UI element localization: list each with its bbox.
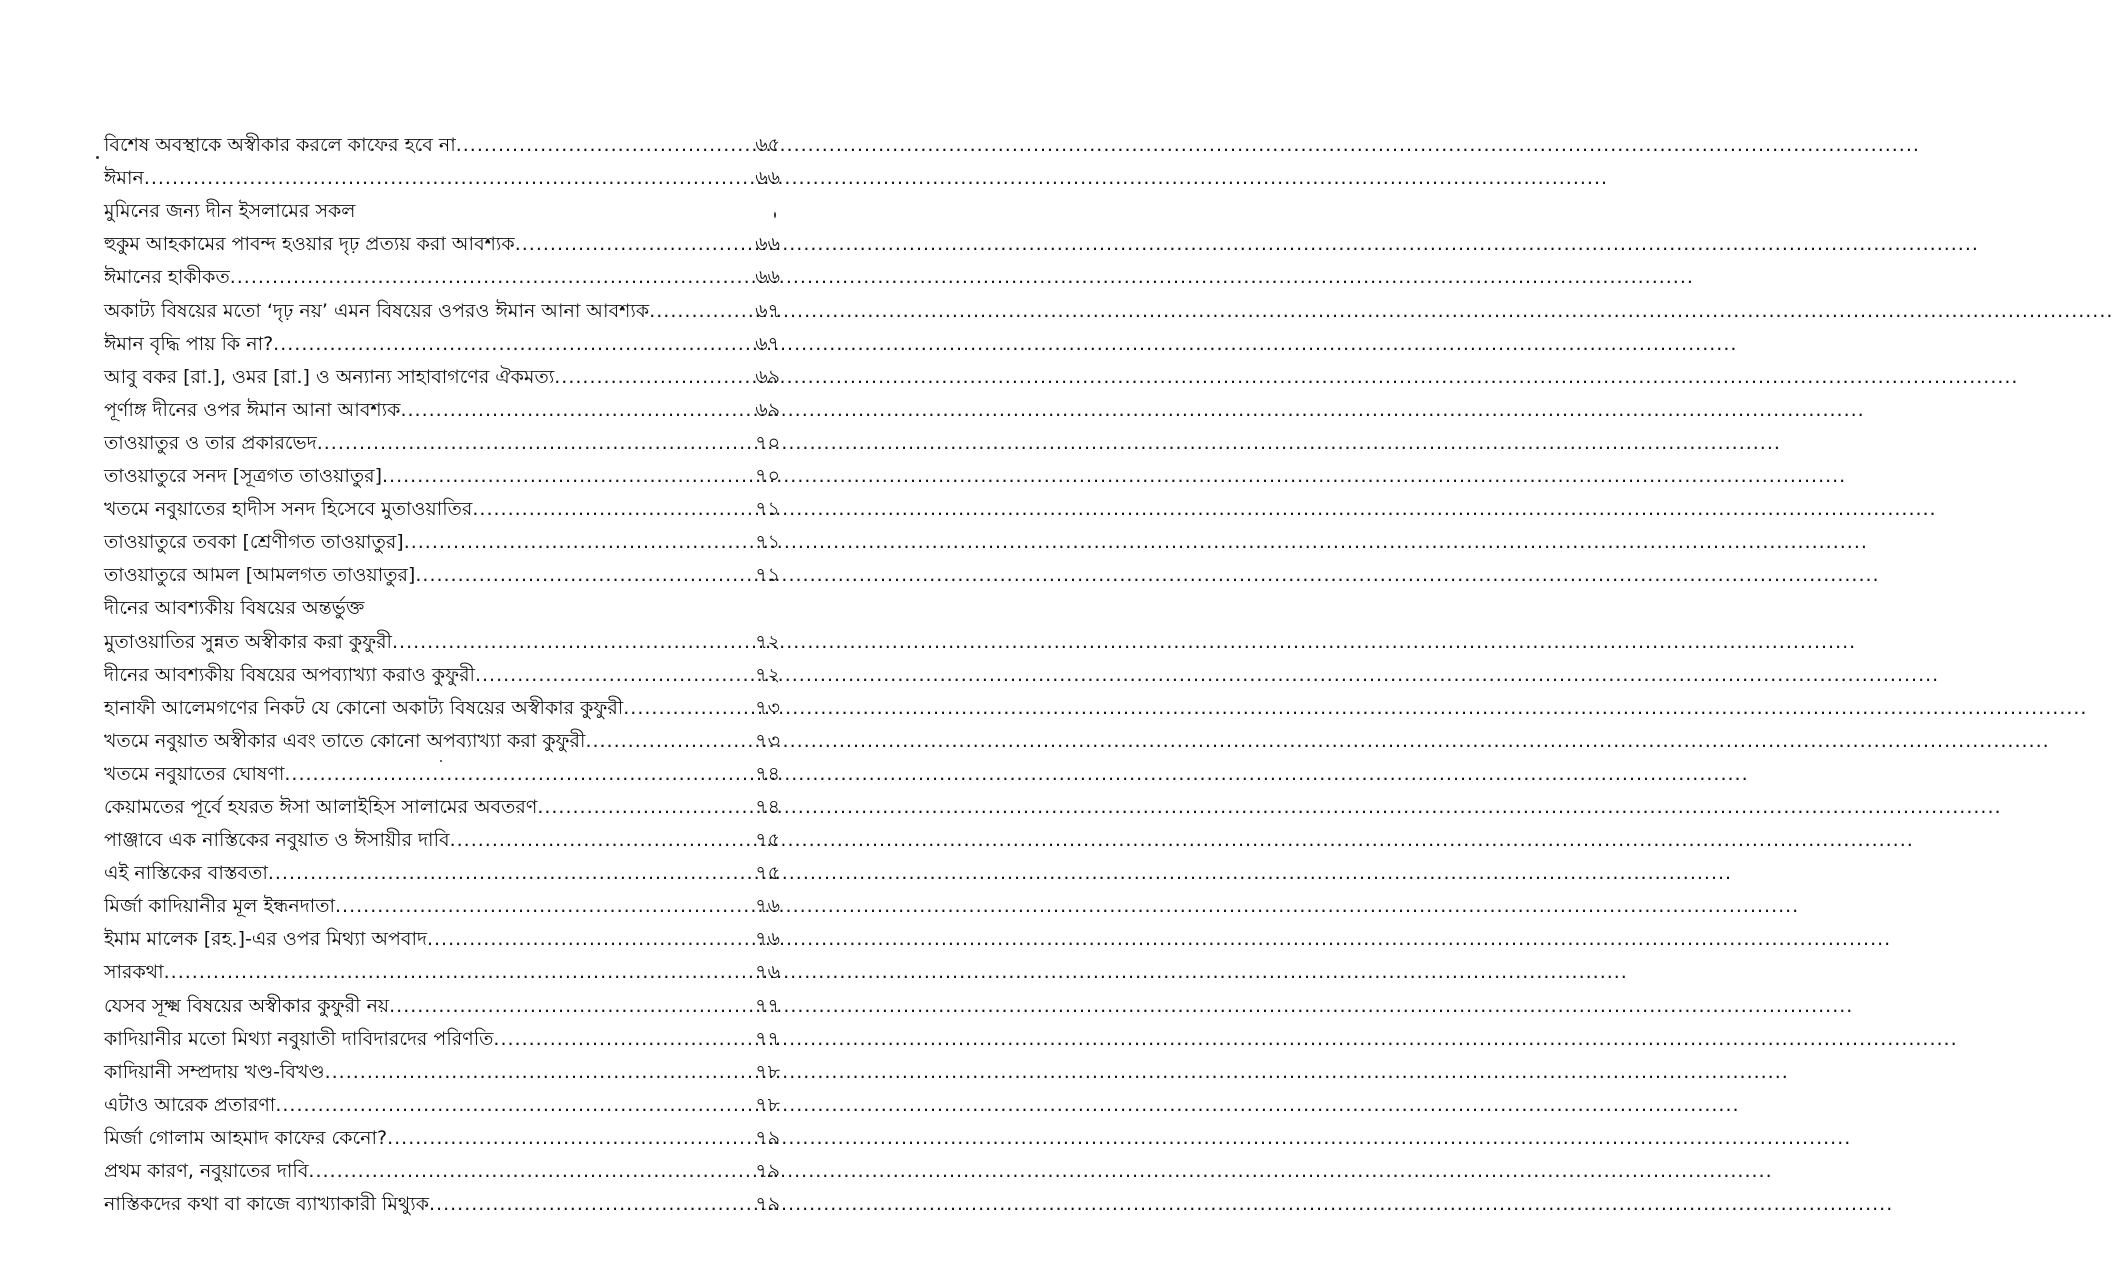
toc-entry-page: ৬৬ xyxy=(755,167,780,190)
dot-leader xyxy=(389,993,753,1019)
dot-leader xyxy=(392,629,753,655)
toc-entry xyxy=(104,988,780,1021)
toc-entry-title: ঈমান xyxy=(104,167,144,190)
toc-entry xyxy=(104,856,780,889)
toc-entry-page: ৭২ xyxy=(755,663,780,686)
toc-entry xyxy=(104,922,780,955)
toc-entry-page: ৭৭ xyxy=(755,994,780,1017)
toc-entry-title: তাওয়াতুর ও তার প্রকারভেদ xyxy=(104,431,317,454)
toc-entry-title: দীনের আবশ্যকীয় বিষয়ের অন্তর্ভুক্ত xyxy=(104,597,365,620)
toc-entry-title: হানাফী আলেমগণের নিকট যে কোনো অকাট্য বিষয়ের অস্বীকার কুফুরী xyxy=(104,696,624,719)
dot-leader xyxy=(164,959,754,985)
toc-entry-title: তাওয়াতুরে সনদ [সূত্রগত তাওয়াতুর] xyxy=(104,465,382,488)
toc-entry-page: ৭৪ xyxy=(755,795,780,818)
dot-leader xyxy=(284,761,753,787)
toc-entry xyxy=(104,360,780,393)
table-of-contents xyxy=(104,128,780,1220)
toc-entry xyxy=(104,492,780,525)
scan-speck xyxy=(96,156,99,159)
toc-entry xyxy=(104,658,780,691)
toc-entry-page: ৭৯ xyxy=(755,1126,780,1149)
toc-entry-page: ৭৫ xyxy=(755,829,780,852)
toc-entry xyxy=(104,1121,780,1154)
toc-entry-page: ৭১ xyxy=(755,564,780,587)
toc-entry xyxy=(104,790,780,823)
toc-entry-title: খতমে নবুয়াতের হাদীস সনদ হিসেবে মুতাওয়াতির xyxy=(104,498,473,521)
toc-entry xyxy=(104,128,780,161)
toc-entry-page: ৭০ xyxy=(755,431,780,454)
toc-entry-title: কেয়ামতের পূর্বে হযরত ঈসা আলাইহিস সালামের অবতরণ xyxy=(104,795,538,818)
toc-entry xyxy=(104,525,780,558)
dot-leader xyxy=(400,397,753,423)
toc-entry xyxy=(104,1055,780,1088)
toc-entry-page: ৭৬ xyxy=(755,961,780,984)
toc-entry-heading xyxy=(104,194,780,227)
dot-leader xyxy=(623,695,753,721)
dot-leader xyxy=(554,364,753,390)
toc-entry-page: ৭৩ xyxy=(755,729,780,752)
toc-entry-page: ৭৬ xyxy=(755,895,780,918)
toc-entry xyxy=(104,823,780,856)
toc-entry xyxy=(104,691,780,724)
dot-leader xyxy=(429,1191,753,1217)
dot-leader xyxy=(317,430,754,456)
toc-entry-page: ৬৫ xyxy=(755,134,780,157)
toc-entry-page: ৭৩ xyxy=(755,696,780,719)
toc-entry-title: ইমাম মালেক [রহ.]-এর ওপর মিথ্যা অপবাদ xyxy=(104,928,427,951)
toc-entry-page: ৭১ xyxy=(755,531,780,554)
dot-leader xyxy=(475,662,753,688)
dot-leader xyxy=(415,562,753,588)
toc-entry-title: আবু বকর [রা.], ওমর [রা.] ও অন্যান্য সাহাবাগণের ঐকমত্য xyxy=(104,365,555,388)
toc-entry-title: প্রথম কারণ, নবুয়াতের দাবি xyxy=(104,1160,309,1182)
toc-entry-page: ৭২ xyxy=(755,630,780,653)
dot-leader xyxy=(268,860,753,886)
dot-leader xyxy=(273,331,753,357)
toc-entry-page: ৭৮ xyxy=(755,1060,780,1083)
toc-entry-title: এটাও আরেক প্রতারণা xyxy=(104,1093,276,1116)
toc-entry-title: নাস্তিকদের কথা বা কাজে ব্যাখ্যাকারী মিথ্যুক xyxy=(104,1193,430,1216)
toc-entry-page: ৭৯ xyxy=(755,1160,780,1182)
dot-leader xyxy=(472,496,753,522)
toc-entry-title: ঈমানের হাকীকত xyxy=(104,266,230,289)
toc-entry xyxy=(104,426,780,459)
toc-entry-title: মুতাওয়াতির সুন্নত অস্বীকার করা কুফুরী xyxy=(104,630,392,653)
toc-entry-title: পাঞ্জাবে এক নাস্তিকের নবুয়াত ও ঈসায়ীর দাবি xyxy=(104,829,450,852)
dot-leader xyxy=(456,132,754,158)
scan-speck xyxy=(440,760,442,762)
toc-entry xyxy=(104,459,780,492)
toc-entry-title: সারকথা xyxy=(104,961,164,984)
dot-leader xyxy=(649,298,753,324)
toc-entry-page: ৭৬ xyxy=(755,928,780,951)
toc-entry-title: তাওয়াতুরে তবকা [শ্রেণীগত তাওয়াতুর] xyxy=(104,531,404,554)
toc-entry xyxy=(104,327,780,360)
toc-entry-title: বিশেষ অবস্থাকে অস্বীকার করলে কাফের হবে না xyxy=(104,134,456,157)
toc-entry-heading xyxy=(104,591,780,624)
toc-entry-page: ৭৭ xyxy=(755,1027,780,1050)
toc-entry-page: ৭৯ xyxy=(755,1193,780,1216)
toc-entry-page: ৭১ xyxy=(755,498,780,521)
toc-entry-page: ৬৯ xyxy=(755,398,780,421)
toc-entry-title: পূর্ণাঙ্গ দীনের ওপর ঈমান আনা আবশ্যক xyxy=(104,398,401,421)
dot-leader xyxy=(308,1158,753,1184)
toc-entry-title: খতমে নবুয়াত অস্বীকার এবং তাতে কোনো অপব্যাখ্যা করা কুফুরী xyxy=(104,729,586,752)
toc-entry xyxy=(104,889,780,922)
toc-entry xyxy=(104,393,780,426)
toc-entry-title: দীনের আবশ্যকীয় বিষয়ের অপব্যাখ্যা করাও কুফুরী xyxy=(104,663,475,686)
toc-entry xyxy=(104,955,780,988)
toc-entry-title: মির্জা কাদিয়ানীর মূল ইন্ধনদাতা xyxy=(104,895,335,918)
toc-entry-title: মির্জা গোলাম আহমাদ কাফের কেনো? xyxy=(104,1126,388,1149)
toc-entry-title: এই নাস্তিকের বাস্তবতা xyxy=(104,862,268,885)
toc-entry-title: খতমে নবুয়াতের ঘোষণা xyxy=(104,762,285,785)
toc-entry xyxy=(104,1154,780,1187)
dot-leader xyxy=(404,529,754,555)
dot-leader xyxy=(450,827,754,853)
toc-entry xyxy=(104,161,780,194)
dot-leader xyxy=(515,231,754,257)
toc-entry xyxy=(104,293,780,326)
toc-entry-page: ৭৮ xyxy=(755,1093,780,1116)
toc-entry xyxy=(104,1187,780,1220)
toc-entry-page: ৭৫ xyxy=(755,862,780,885)
dot-leader xyxy=(335,893,753,919)
toc-entry-page: ৬৭ xyxy=(755,299,780,322)
toc-entry xyxy=(104,1022,780,1055)
dot-leader xyxy=(275,1092,753,1118)
toc-entry xyxy=(104,624,780,657)
dot-leader xyxy=(382,463,753,489)
dot-leader xyxy=(585,728,753,754)
toc-entry-page: ৭৪ xyxy=(755,762,780,785)
toc-entry-page: ৬৬ xyxy=(755,266,780,289)
toc-entry-title: ঈমান বৃদ্ধি পায় কি না? xyxy=(104,332,274,355)
dot-leader xyxy=(325,1059,754,1085)
toc-entry-title: কাদিয়ানী সম্প্রদায় খণ্ড-বিখণ্ড xyxy=(104,1060,325,1083)
toc-entry-title: তাওয়াতুরে আমল [আমলগত তাওয়াতুর] xyxy=(104,564,416,587)
toc-entry xyxy=(104,558,780,591)
toc-entry-title: মুমিনের জন্য দীন ইসলামের সকল xyxy=(104,200,356,223)
toc-entry-page: ৬৯ xyxy=(755,365,780,388)
toc-entry-page: ৬৬ xyxy=(755,233,780,256)
dot-leader xyxy=(387,1125,753,1151)
toc-entry-title: কাদিয়ানীর মতো মিথ্যা নবুয়াতী দাবিদারদের পরিণতি xyxy=(104,1027,494,1050)
dot-leader xyxy=(493,1026,753,1052)
toc-entry xyxy=(104,260,780,293)
dot-leader xyxy=(427,926,753,952)
scan-speck xyxy=(774,212,776,218)
toc-entry xyxy=(104,1088,780,1121)
toc-entry-title: যেসব সূক্ষ্ম বিষয়ের অস্বীকার কুফুরী নয় xyxy=(104,994,390,1017)
dot-leader xyxy=(144,165,753,191)
toc-entry xyxy=(104,724,780,757)
dot-leader xyxy=(537,794,753,820)
dot-leader xyxy=(230,264,754,290)
toc-entry-page: ৭০ xyxy=(755,465,780,488)
toc-entry-title: অকাট্য বিষয়ের মতো ‘দৃঢ় নয়’ এমন বিষয়ের ওপরও ঈমান আনা আবশ্যক xyxy=(104,299,650,322)
toc-entry xyxy=(104,757,780,790)
toc-entry-page: ৬৭ xyxy=(755,332,780,355)
toc-entry xyxy=(104,227,780,260)
toc-entry-title: হুকুম আহকামের পাবন্দ হওয়ার দৃঢ় প্রত্যয় করা আবশ্যক xyxy=(104,233,515,256)
